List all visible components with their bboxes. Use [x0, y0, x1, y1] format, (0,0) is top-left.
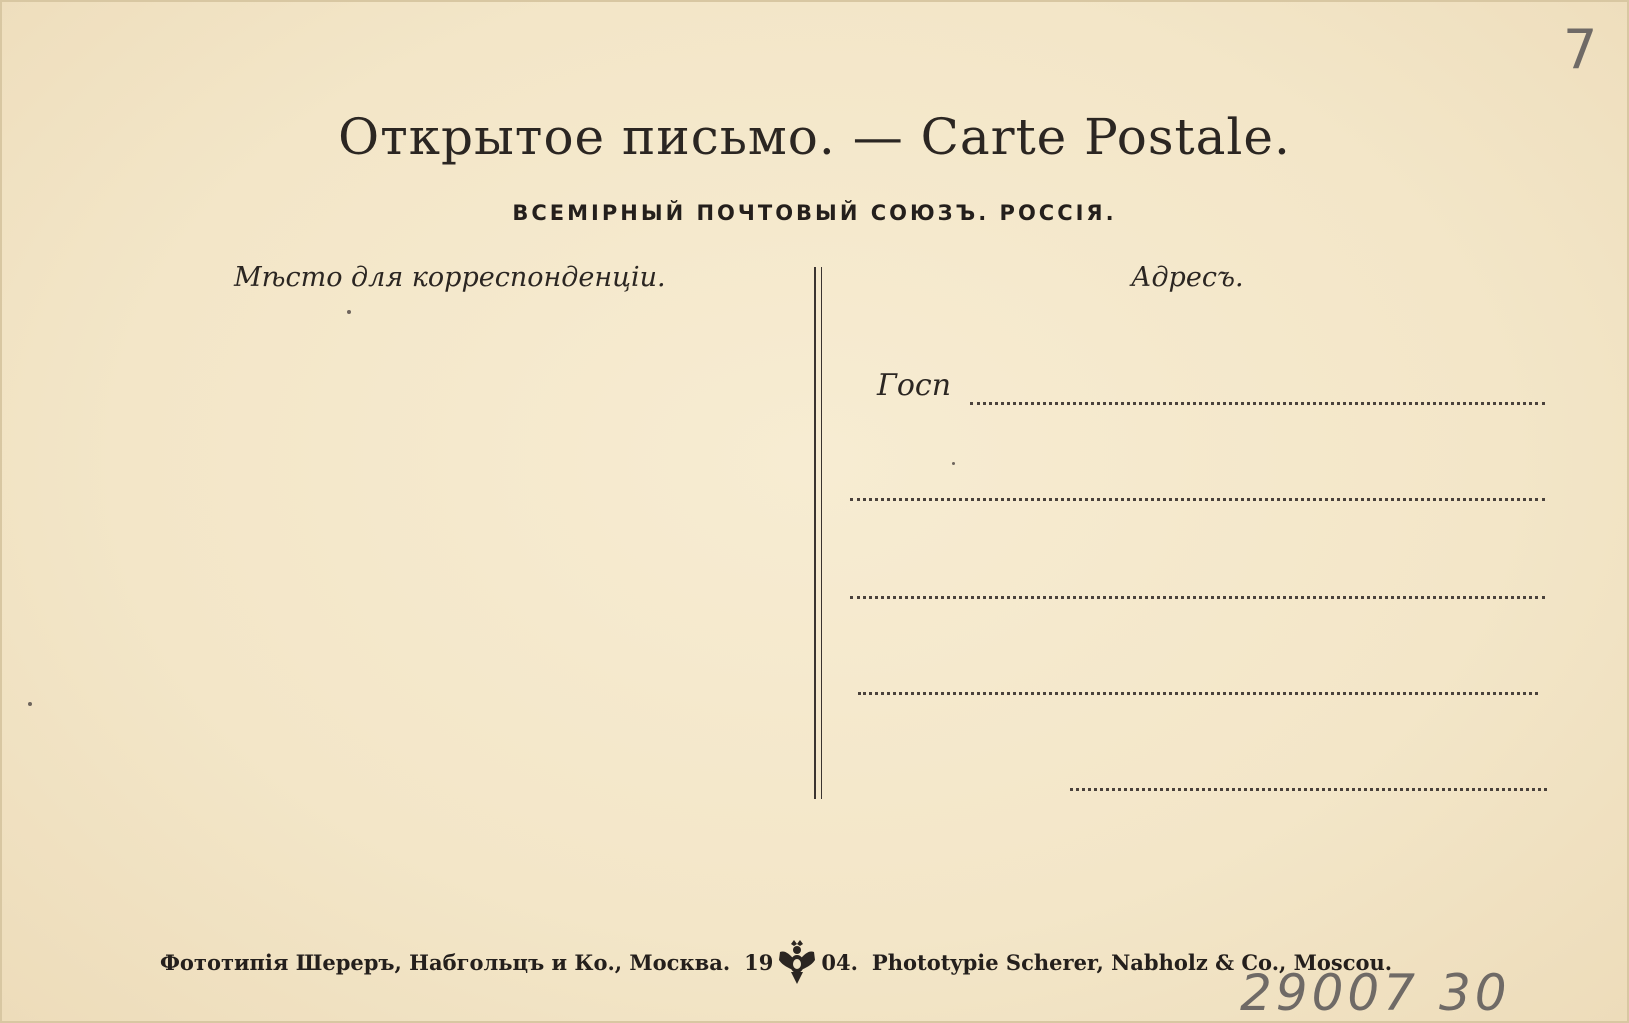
paper-speck — [28, 702, 32, 706]
address-line-5 — [1070, 788, 1547, 791]
page-title: Открытое письмо. — Carte Postale. — [338, 108, 1291, 166]
year-right: 04. — [821, 949, 858, 975]
publisher-fr: Phototypie Scherer, Nabholz & Co., Moscou. — [871, 949, 1393, 975]
pencil-mark-top: 7 — [1563, 18, 1598, 81]
recipient-prefix: Госп — [877, 368, 952, 403]
double-headed-eagle-icon — [777, 938, 817, 986]
paper-speck — [347, 310, 351, 314]
address-line-1 — [970, 402, 1545, 405]
address-line-2 — [850, 498, 1545, 501]
year-left: 19 — [744, 949, 774, 975]
address-label: Адресъ. — [1131, 262, 1244, 293]
address-line-4 — [858, 692, 1538, 695]
center-divider — [814, 267, 822, 799]
postal-union-subtitle: ВСЕМIРНЫЙ ПОЧТОВЫЙ СОЮЗЪ. РОССIЯ. — [512, 201, 1117, 225]
correspondence-label: Мѣсто для корреспонденцiи. — [234, 262, 666, 293]
address-line-3 — [850, 596, 1545, 599]
paper-speck — [952, 462, 955, 465]
pencil-inventory-number: 29007 30 — [1240, 964, 1511, 1022]
publisher-ru: Фототипiя Шереръ, Набгольцъ и Ко., Москва. — [160, 949, 731, 975]
